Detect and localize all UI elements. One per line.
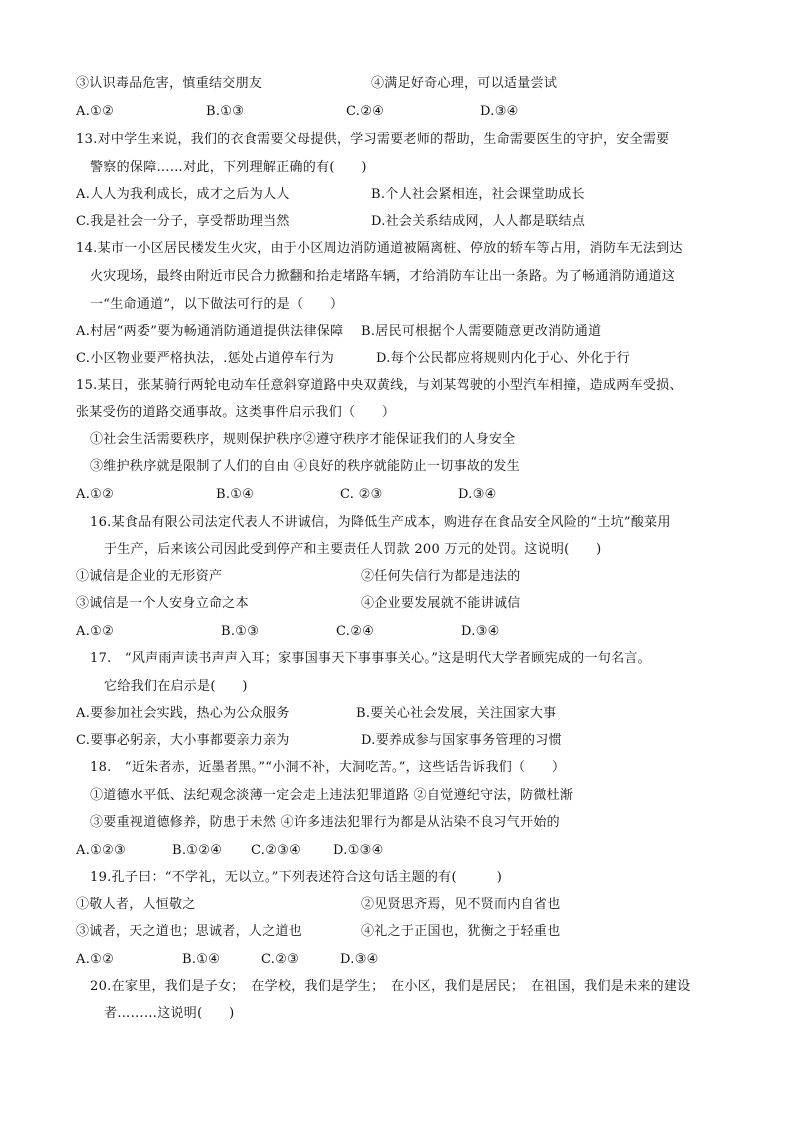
- q15-options-line1: ①社会生活需要秩序，规则保护秩序②遵守秩序才能保证我们的人身安全: [90, 432, 516, 447]
- q20-stem-line1: 20.在家里，我们是子女； 在学校，我们是学生； 在小区，我们是居民； 在祖国，我们是未来的建设: [90, 979, 691, 994]
- q12-choice-b: B.①③: [206, 104, 245, 119]
- q15-choice-c: C. ②③: [340, 487, 383, 502]
- q13-stem-line2: 警察的保障……对此，下列理解正确的有( ): [90, 160, 367, 175]
- q17-choice-c: C.要事必躬亲，大小事都要亲力亲为: [76, 733, 290, 748]
- q16-option-1: ①诚信是企业的无形资产: [76, 569, 223, 584]
- q13-choice-d: D.社会关系结成网，人人都是联结点: [371, 214, 586, 229]
- q15-choice-b: B.①④: [216, 487, 255, 502]
- q12-choice-c: C.②④: [346, 104, 385, 119]
- q19-stem-line1: 19.孔子曰：“不学礼，无以立。”下列表述符合这句话主题的有( ): [90, 870, 503, 885]
- q18-options-line2: ③要重视道德修养，防患于未然 ④许多违法犯罪行为都是从沾染不良习气开始的: [90, 815, 560, 830]
- q12-choice-a: A.①②: [76, 104, 115, 119]
- q19-choice-d: D.③④: [340, 952, 379, 967]
- q19-choice-a: A.①②: [76, 952, 115, 967]
- q16-choice-c: C.②④: [336, 624, 375, 639]
- q16-choice-a: A.①②: [76, 624, 115, 639]
- q19-option-4: ④礼之于正国也，犹衡之于轻重也: [361, 924, 561, 939]
- q19-option-1: ①敬人者，人恒敬之: [76, 897, 196, 912]
- q14-choice-d: D.每个公民都应将规则内化于心、外化于行: [376, 351, 631, 366]
- q19-choice-b: B.①④: [182, 952, 221, 967]
- q20-stem-line2: 者………这说明( ): [104, 1006, 235, 1021]
- q13-choice-c: C.我是社会一分子，享受帮助理当然: [76, 214, 290, 229]
- q15-stem-line1: 15.某日，张某骑行两轮电动车任意斜穿道路中央双黄线，与刘某驾驶的小型汽车相撞，造成两车受损、: [76, 378, 683, 393]
- q12-choice-d: D.③④: [480, 104, 519, 119]
- q16-option-4: ④企业要发展就不能讲诚信: [361, 596, 521, 611]
- q17-choice-a: A.要参加社会实践，热心为公众服务: [76, 706, 290, 721]
- q19-choice-c: C.②③: [261, 952, 300, 967]
- q18-choice-a: A.①②③: [76, 843, 126, 858]
- q17-choice-d: D.要养成参与国家事务管理的习惯: [361, 733, 562, 748]
- q14-choice-b: B.居民可根据个人需要随意更改消防通道: [361, 324, 602, 339]
- q17-stem-line1: 17. “风声雨声读书声声入耳；家事国事天下事事事关心。”这是明代大学者顾宪成的一句名言。: [90, 651, 651, 666]
- q18-choice-c: C.②③④: [251, 843, 302, 858]
- q18-choice-d: D.①③④: [333, 843, 384, 858]
- q13-choice-b: B.个人社会紧相连，社会课堂助成长: [371, 187, 585, 202]
- q19-option-3: ③诚者，天之道也；思诚者，人之道也: [76, 924, 303, 939]
- q13-stem-line1: 13.对中学生来说，我们的衣食需要父母提供，学习需要老师的帮助，生命需要医生的守护，安全需要: [76, 132, 670, 147]
- q13-choice-a: A.人人为我利成长，成才之后为人人: [76, 187, 290, 202]
- q18-stem-line1: 18. “近朱者赤，近墨者黑。”“小洞不补，大洞吃苦。”，这些话告诉我们（ ）: [90, 760, 566, 775]
- q14-stem-line2: 火灾现场，最终由附近市民合力掀翻和抬走堵路车辆，才给消防车让出一条路。为了畅通消防通道这: [90, 269, 676, 284]
- q16-choice-d: D.③④: [461, 624, 500, 639]
- q12-option-4: ④满足好奇心理，可以适量尝试: [371, 76, 558, 91]
- q17-choice-b: B.要关心社会发展，关注国家大事: [356, 706, 557, 721]
- q16-choice-b: B.①③: [221, 624, 260, 639]
- q15-options-line2: ③维护秩序就是限制了人们的自由 ④良好的秩序就能防止一切事故的发生: [90, 459, 521, 474]
- q18-choice-b: B.①②④: [172, 843, 223, 858]
- q14-choice-a: A.村居“两委”要为畅通消防通道提供法律保障: [76, 324, 344, 339]
- q17-stem-line2: 它给我们在启示是( ): [104, 679, 248, 694]
- q12-option-3: ③认识毒品危害，慎重结交朋友: [76, 76, 263, 91]
- q14-stem-line1: 14.某市一小区居民楼发生火灾，由于小区周边消防通道被隔离桩、停放的轿车等占用，消防车无法到达: [76, 241, 683, 256]
- q16-option-2: ②任何失信行为都是违法的: [361, 569, 521, 584]
- q14-choice-c: C.小区物业要严格执法，.惩处占道停车行为: [76, 351, 335, 366]
- q18-options-line1: ①道德水平低、法纪观念淡薄一定会走上违法犯罪道路 ②自觉遵纪守法，防微杜渐: [90, 788, 574, 803]
- q19-option-2: ②见贤思齐焉，见不贤而内自省也: [361, 897, 561, 912]
- q15-choice-d: D.③④: [458, 487, 497, 502]
- q14-stem-line3: 一“生命通道”，以下做法可行的是（ ）: [90, 297, 344, 312]
- q16-option-3: ③诚信是一个人安身立命之本: [76, 596, 249, 611]
- q16-stem-line1: 16.某食品有限公司法定代表人不讲诚信，为降低生产成本，购进存在食品安全风险的“土坑”酸菜用: [90, 515, 671, 530]
- q16-stem-line2: 于生产，后来该公司因此受到停产和主要责任人罚款 200 万元的处罚。这说明( ): [104, 542, 602, 557]
- q15-stem-line2: 张某受伤的道路交通事故。这类事件启示我们（ ）: [76, 405, 396, 420]
- q15-choice-a: A.①②: [76, 487, 115, 502]
